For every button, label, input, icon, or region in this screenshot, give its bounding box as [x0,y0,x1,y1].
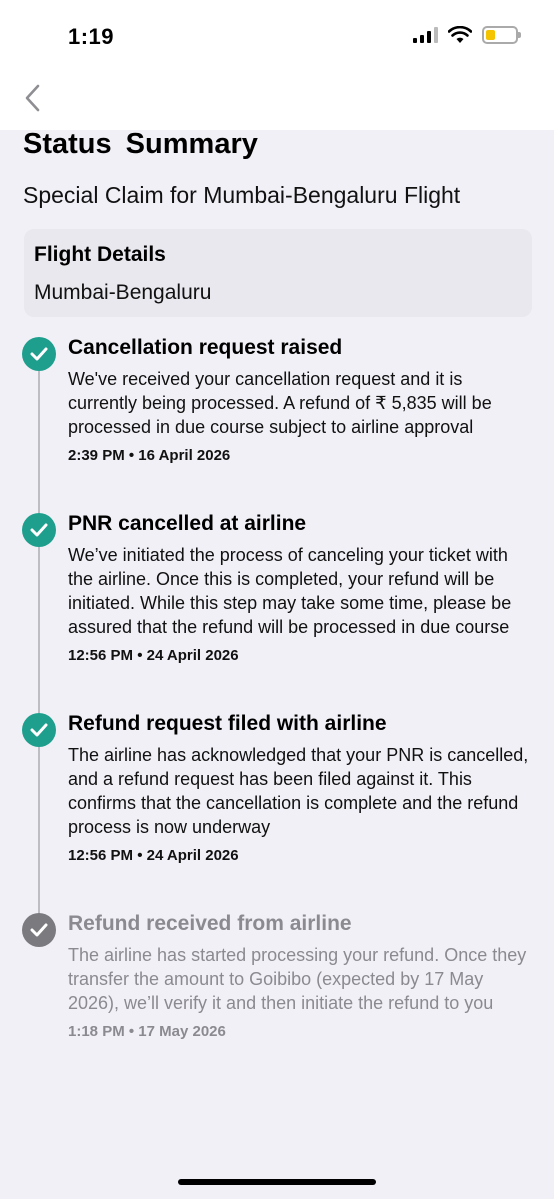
step-timestamp: 2:39 PM • 16 April 2026 [68,447,231,464]
check-icon [22,513,56,547]
step-timestamp: 1:18 PM • 17 May 2026 [68,1023,226,1040]
signal-icon [413,27,438,43]
status-icons [413,26,518,44]
battery-icon [482,26,518,44]
flight-details-title: Flight Details [34,243,166,266]
step-title: Refund received from airline [68,912,352,935]
step-title: Refund request filed with airline [68,712,387,735]
top-bar [0,0,554,130]
check-icon [22,913,56,947]
step-title: PNR cancelled at airline [68,512,307,535]
timeline-step [0,333,554,509]
status-time: 1:19 [68,24,115,49]
step-title: Cancellation request raised [68,336,343,359]
step-timestamp: 12:56 PM • 24 April 2026 [68,647,239,664]
step-timestamp: 12:56 PM • 24 April 2026 [68,847,239,864]
flight-route: Mumbai-Bengaluru [34,281,212,304]
page-title: Status Summary [23,128,258,160]
home-indicator[interactable] [178,1179,376,1185]
step-description: The airline has started processing your refund. Once they transfer the amount to Goibibo (expected by 17 May 2026), we’ll verify it and then initiate the refund to you [68,945,527,1013]
back-chevron-icon[interactable] [20,82,48,114]
step-description: The airline has acknowledged that your PNR is cancelled, and a refund request has been filed against it. This confirms that the cancellation is complete and the refund process is now underway [68,745,529,837]
status-bar [0,0,554,70]
timeline-step [0,509,554,709]
timeline-step [0,709,554,909]
step-description: We've received your cancellation request and it is currently being processed. A refund of ₹ 5,835 will be processed in due course subject to airline approval [68,369,492,437]
page-subtitle: Special Claim for Mumbai-Bengaluru Flight [23,182,461,208]
status-timeline [0,333,554,1040]
flight-details-card [24,229,532,317]
check-icon [22,713,56,747]
wifi-icon [448,26,472,44]
check-icon [22,337,56,371]
step-description: We’ve initiated the process of canceling your ticket with the airline. Once this is completed, your refund will be initiated. While this step may take some time, please be assured that the refund will be processed in due course [68,545,512,637]
timeline-step [0,909,554,1040]
